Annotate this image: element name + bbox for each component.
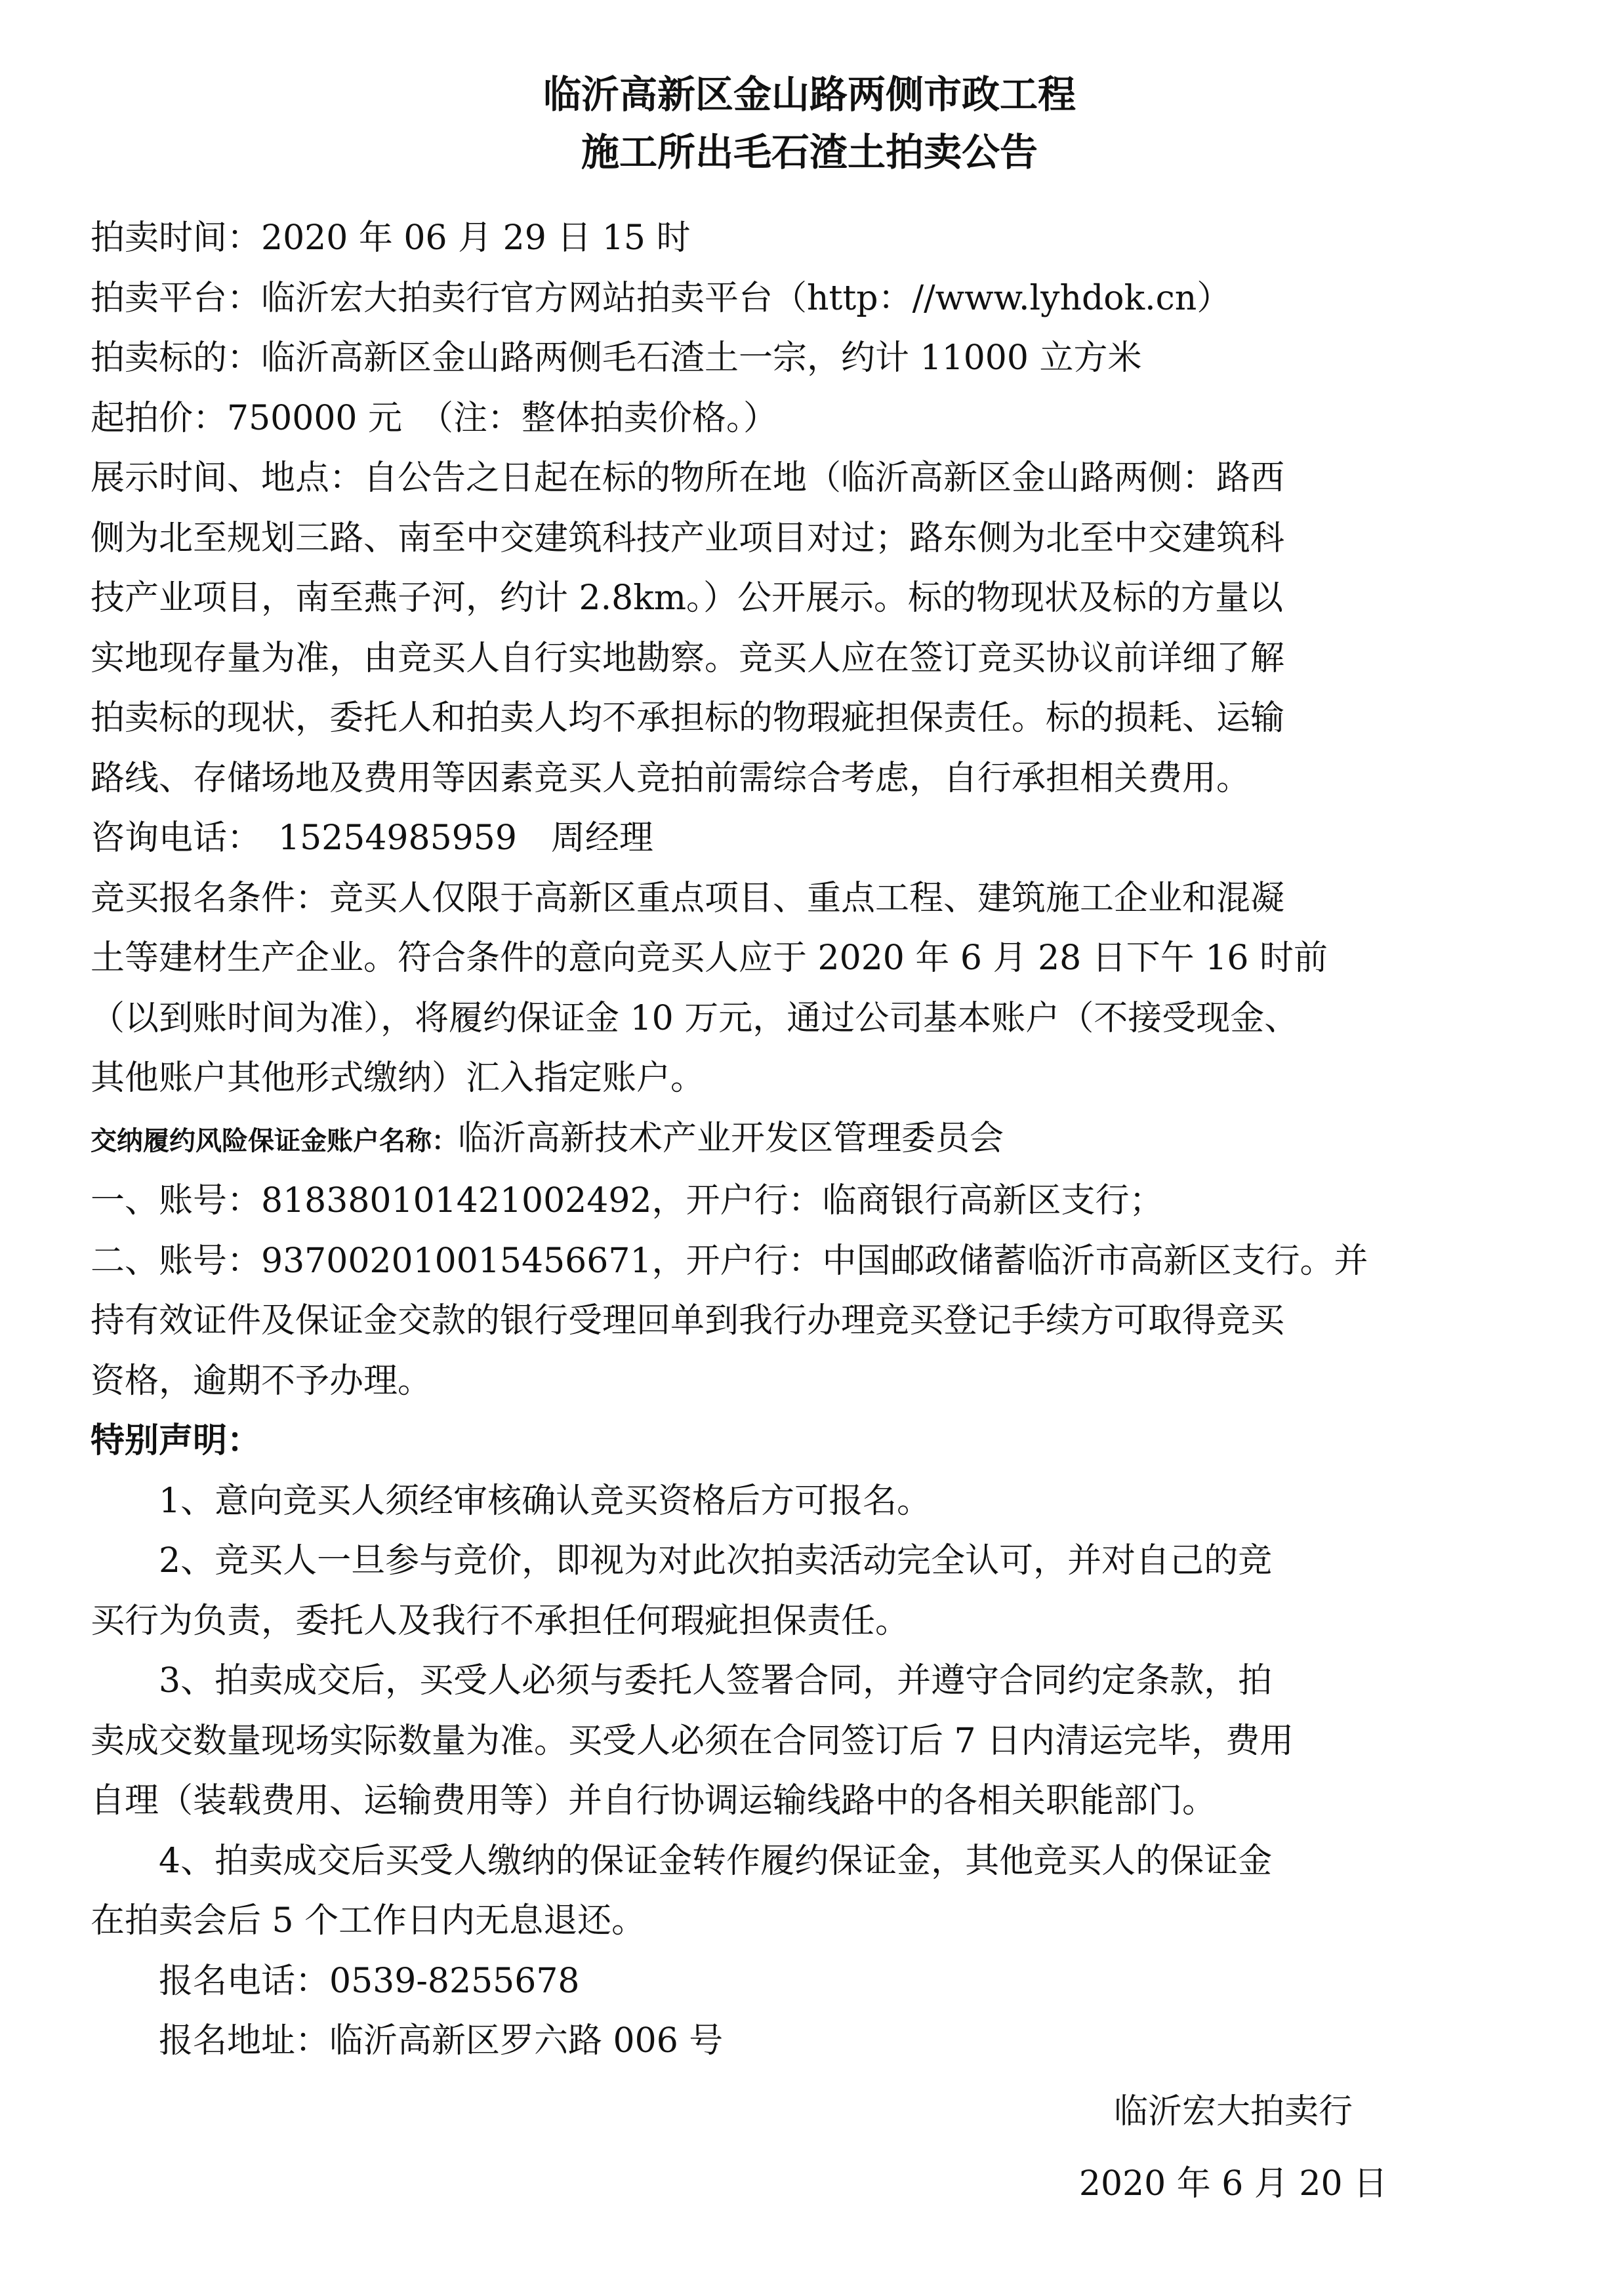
starting-price: 起拍价：750000 元 （注：整体拍卖价格。） <box>91 398 778 438</box>
account-line: 资格，逾期不予办理。 <box>91 1361 432 1401</box>
special-statement-continuation: 自理（装载费用、运输费用等）并自行协调运输线路中的各相关职能部门。 <box>91 1781 1217 1821</box>
registration-phone: 报名电话：0539-8255678 <box>159 1961 580 2001</box>
special-statement-heading: 特别声明： <box>91 1421 262 1460</box>
account-line: 持有效证件及保证金交款的银行受理回单到我行办理竞买登记手续方可取得竞买 <box>91 1301 1285 1340</box>
title-line-1: 临沂高新区金山路两侧市政工程 <box>543 72 1076 117</box>
registration-address: 报名地址：临沂高新区罗六路 006 号 <box>159 2021 724 2061</box>
exhibition-text-line: 实地现存量为准，由竞买人自行实地勘察。竞买人应在签订竞买协议前详细了解 <box>91 638 1285 678</box>
registration-condition-line: 竞买报名条件：竞买人仅限于高新区重点项目、重点工程、建筑施工企业和混凝 <box>91 878 1285 918</box>
registration-condition-line: 其他账户其他形式缴纳）汇入指定账户。 <box>91 1058 705 1098</box>
account-line: 一、账号：818380101421002492，开户行：临商银行高新区支行； <box>91 1181 1164 1220</box>
auction-platform: 拍卖平台：临沂宏大拍卖行官方网站拍卖平台（http：//www.lyhdok.cn） <box>91 278 1231 318</box>
deposit-account-label: 交纳履约风险保证金账户名称： <box>91 1125 458 1156</box>
deposit-account-value: 临沂高新技术产业开发区管理委员会 <box>458 1118 1004 1158</box>
exhibition-text-line: 技产业项目，南至燕子河，约计 2.8km。）公开展示。标的物现状及标的方量以 <box>91 578 1284 618</box>
consult-phone: 咨询电话： 15254985959 周经理 <box>91 818 653 858</box>
notice-title <box>0 66 1619 181</box>
exhibition-text-line: 侧为北至规划三路、南至中交建筑科技产业项目对过；路东侧为北至中交建筑科 <box>91 518 1285 558</box>
signature-block <box>1004 2076 1463 2220</box>
special-statement-item: 1、意向竞买人须经审核确认竞买资格后方可报名。 <box>159 1481 932 1521</box>
deposit-account-name <box>91 1109 1528 1172</box>
title-line-2: 施工所出毛石渣土拍卖公告 <box>581 130 1038 174</box>
special-statement-item: 2、竞买人一旦参与竞价，即视为对此次拍卖活动完全认可，并对自己的竞 <box>159 1541 1273 1581</box>
account-line: 二、账号：937002010015456671，开户行：中国邮政储蓄临沂市高新区支行。并 <box>91 1241 1368 1281</box>
signature-organization: 临沂宏大拍卖行 <box>1113 2092 1353 2131</box>
auction-time: 拍卖时间：2020 年 06 月 29 日 15 时 <box>91 218 691 258</box>
special-statement-continuation: 卖成交数量现场实际数量为准。买受人必须在合同签订后 7 日内清运完毕，费用 <box>91 1721 1294 1761</box>
special-statement-item: 3、拍卖成交后，买受人必须与委托人签署合同，并遵守合同约定条款，拍 <box>159 1661 1273 1701</box>
signature-date: 2020 年 6 月 20 日 <box>1078 2164 1388 2204</box>
auction-subject: 拍卖标的：临沂高新区金山路两侧毛石渣土一宗，约计 11000 立方米 <box>91 338 1142 378</box>
notice-body <box>91 209 1528 2072</box>
exhibition-text-line: 路线、存储场地及费用等因素竞买人竞拍前需综合考虑，自行承担相关费用。 <box>91 758 1251 798</box>
registration-condition-line: （以到账时间为准），将履约保证金 10 万元，通过公司基本账户（不接受现金、 <box>91 998 1299 1038</box>
exhibition-text-line: 拍卖标的现状，委托人和拍卖人均不承担标的物瑕疵担保责任。标的损耗、运输 <box>91 698 1285 738</box>
special-statement-item: 4、拍卖成交后买受人缴纳的保证金转作履约保证金，其他竞买人的保证金 <box>159 1841 1273 1881</box>
special-statement-continuation: 在拍卖会后 5 个工作日内无息退还。 <box>91 1901 646 1941</box>
registration-condition-line: 土等建材生产企业。符合条件的意向竞买人应于 2020 年 6 月 28 日下午 16 时前 <box>91 938 1328 978</box>
exhibition-text-line: 展示时间、地点：自公告之日起在标的物所在地（临沂高新区金山路两侧：路西 <box>91 458 1285 498</box>
special-statement-continuation: 买行为负责，委托人及我行不承担任何瑕疵担保责任。 <box>91 1601 910 1641</box>
